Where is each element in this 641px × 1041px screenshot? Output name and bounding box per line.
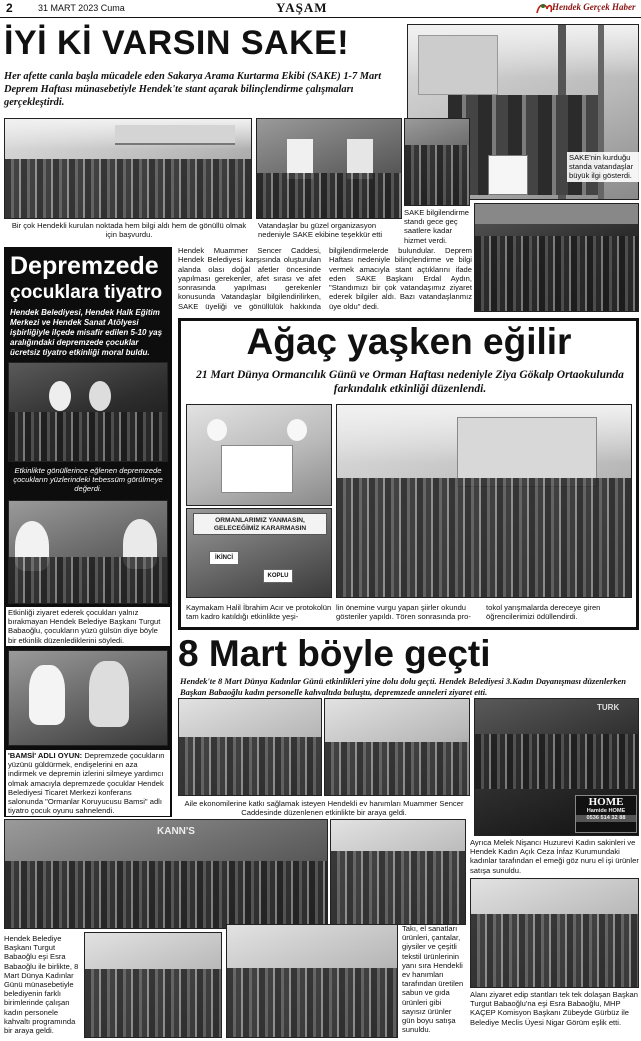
theater-caption-2: Etkinliği ziyaret ederek çocukları yalnız bırakmayan Hendek Belediye Başkanı Turgut Babaoğlu, çocukların yüzü gülsün diye böyle bir etkinlik düzenlediklerini söyledi. bbox=[6, 607, 170, 646]
march8-shop-photo bbox=[474, 698, 639, 836]
shop-sign: HOME Hamide HOME 0536 514 32 88 bbox=[575, 795, 637, 833]
march8-gift-photo-2 bbox=[226, 924, 398, 1038]
march8-lead: Hendek'te 8 Mart Dünya Kadınlar Günü etkinlikleri yine dolu dolu geçti. Hendek Belediyesi 3.Kadın Dayanışması düzenlerken Başkan Babaoğlu kadın personelle kahvaltıda buluştu, depremzede anneleri ziyaret etti. bbox=[180, 676, 627, 697]
tree-headline: Ağaç yaşken eğilir bbox=[246, 321, 572, 362]
issue-date: 31 MART 2023 Cuma bbox=[38, 3, 125, 13]
sake-group-photo bbox=[4, 118, 252, 219]
march8-visit-caption: Alanı ziyaret edip stantları tek tek dolaşan Başkan Turgut Babaoğlu'na eşi Esra Babaoğlu, MHP KAÇEP Komisyon Başkanı Zübeyde Gürbüz ile Belediye Meclis Üyesi Nigar Görüm eşlik etti. bbox=[470, 990, 639, 1027]
march8-headline: 8 Mart böyle geçti bbox=[178, 633, 491, 674]
tree-caption-1: Kaymakam Halil İbrahim Acır ve protokolün tam kadro katıldığı etkinlikte yeşi- bbox=[186, 603, 332, 622]
theater-lead: Hendek Belediyesi, Hendek Halk Eğitim Merkezi ve Hendek Sanat Atölyesi işbirliğiyle ilçede misafir edilen 5-10 yaş aralığındaki depremzede çocuklar ücretsiz tiyatro etkinliği moral buldu. bbox=[10, 308, 163, 357]
kanns-banner: KANN'S bbox=[157, 826, 195, 837]
sake-staff-caption: SAKE bilgilendirme standı gece geç saatlere kadar hizmet verdi. bbox=[404, 208, 469, 245]
page-header bbox=[0, 0, 641, 18]
theater-caption-1: Etkinlikte gönüllerince eğlenen depremzede çocukların yüzlerindeki tebessüm görülmeye değerdi. bbox=[13, 466, 163, 494]
tree-caption-3: tokol yarışmalarda dereceye giren öğrencilerimizi ödüllendirdi. bbox=[486, 603, 601, 622]
header-rule bbox=[0, 17, 641, 18]
sake-thanks-caption: Vatandaşlar bu güzel organizasyon nedeniyle SAKE ekibine teşekkür etti bbox=[258, 221, 383, 240]
sake-lead: Her afette canla başla mücadele eden Sakarya Arama Kurtarma Ekibi (SAKE) 1-7 Mart Deprem Haftası münasebetiyle Hendek'te stant açarak bilinçlendirme çalışmaları gerçekleştirdi. bbox=[4, 71, 382, 108]
sake-night-photo bbox=[474, 203, 639, 312]
page-number: 2 bbox=[6, 1, 13, 15]
theater-kids-photo bbox=[8, 500, 168, 604]
theater-headline-2: çocuklara tiyatro bbox=[10, 282, 163, 303]
tree-lead: 21 Mart Dünya Ormancılık Günü ve Orman Haftası nedeniyle Ziya Gökalp Ortaokulunda farkındalık etkinliği düzenlendi. bbox=[196, 369, 624, 395]
theater-caption-3 bbox=[6, 750, 170, 816]
march8-market-caption: Aile ekonomilerine katkı sağlamak isteyen Hendekli ev hanımları Muammer Sencer Caddesinde düzenlenen etkinlikte bir araya geldi. bbox=[184, 799, 464, 818]
tree-sign-2: KOPLU bbox=[263, 569, 293, 583]
march8-market-photo-2 bbox=[324, 698, 470, 796]
shop-brand: TURK bbox=[597, 703, 620, 712]
tree-sign-1: İKİNCİ bbox=[209, 551, 239, 565]
theater-caption-3-text: Depremzede çocukların yüzünü güldürmek, endişelerini en aza indirmek ve depremin izlerini silmeye yardımcı olmak amacıyla depremzede çocuklar Hendek Belediyesi Ticaret Merkezi konferans salonunda "Ormanlar Koruyucusu Bamsi" adlı tiyatro çocuk oyunu sahnelendi. bbox=[8, 751, 165, 816]
tree-caption-2: lin önemine vurgu yapan şiirler okundu gösteriler yapıldı. Tören sonrasında pro- bbox=[336, 603, 471, 622]
masthead-logo: Hendek Gerçek Haber bbox=[534, 1, 638, 15]
march8-gift-photo-1 bbox=[84, 932, 222, 1038]
theater-stage-photo bbox=[8, 362, 168, 462]
theater-costume-photo bbox=[8, 650, 168, 746]
tree-banner: ORMANLARIMIZ YANMASIN, GELECEĞİMİZ KARARMASIN bbox=[193, 513, 327, 535]
march8-breakfast-group-photo bbox=[4, 819, 328, 929]
march8-couple-photo bbox=[330, 819, 466, 925]
sake-headline: İYİ Kİ VARSIN SAKE! bbox=[4, 24, 350, 62]
tree-banner-photo bbox=[186, 508, 332, 598]
march8-crafts-caption: Takı, el sanatları ürünleri, çantalar, giysiler ve çeşitli tekstil ürünlerinin yanı sıra Hendekli ev hanımları tarafından üretilen sabun ve gıda ürünleri gibi sayısız ürünler gün boyu satışa sunuldu. bbox=[402, 924, 464, 1035]
tree-poster-photo bbox=[186, 404, 332, 506]
march8-prison-caption: Ayrıca Melek Nişancı Huzurevi Kadın sakinleri ve Hendek Kadın Açık Ceza İnfaz Kurumundaki kadınlar tarafından el emeği göz nuru el işi ürünler satışa sunuldu. bbox=[470, 838, 639, 875]
theater-caption-3-label: 'BAMSİ' ADLI OYUN: bbox=[8, 751, 83, 760]
sake-thanks-photo bbox=[256, 118, 402, 219]
march8-visit-photo bbox=[470, 878, 639, 988]
section-title: YAŞAM bbox=[276, 0, 328, 15]
sake-staff-photo bbox=[404, 118, 470, 206]
theater-headline-1: Depremzede bbox=[10, 252, 159, 280]
tree-crowd-photo bbox=[336, 404, 632, 598]
sake-stand-caption: SAKE'nin kurduğu standa vatandaşlar büyük ilgi gösterdi. bbox=[567, 152, 639, 182]
sake-group-caption: Bir çok Hendekli kurulan noktada hem bilgi aldı hem de gönüllü olmak için başvurdu. bbox=[11, 221, 247, 240]
march8-breakfast-caption: Hendek Belediye Başkanı Turgut Babaoğlu eşi Esra Babaoğlu ile birlikte, 8 Mart Dünya Kadınlar Günü münasebetiyle belediyenin farklı birimlerinde çalışan kadın personele kahvaltı programında bir araya geldi. bbox=[4, 934, 79, 1036]
sake-article: Hendek Muammer Sencer Caddesi, Hendek Belediyesi karşısında oluşturulan alanda olası doğal afetler öncesinde yapılması gerekenler, afet sırası ve afet sonrasında yapılması gerekenler konusunda Vatandaşlar bilgilendirilirken, SAKE üyeliği ve gönüllülük hakkında bilgilendirmelerde bulundular. Deprem Haftası nedeniyle bilinçlendirme ve bilgi vermek amacıyla stant açtıklarını ifade eden SAKE Başkanı Erdal Aydın, "Standımızı bir çok vatandaşımız ziyaret ederek bilgiler aldı. Bazı vatandaşlanmız üye oldu" dedi. bbox=[178, 246, 472, 311]
march8-market-photo-1 bbox=[178, 698, 322, 796]
